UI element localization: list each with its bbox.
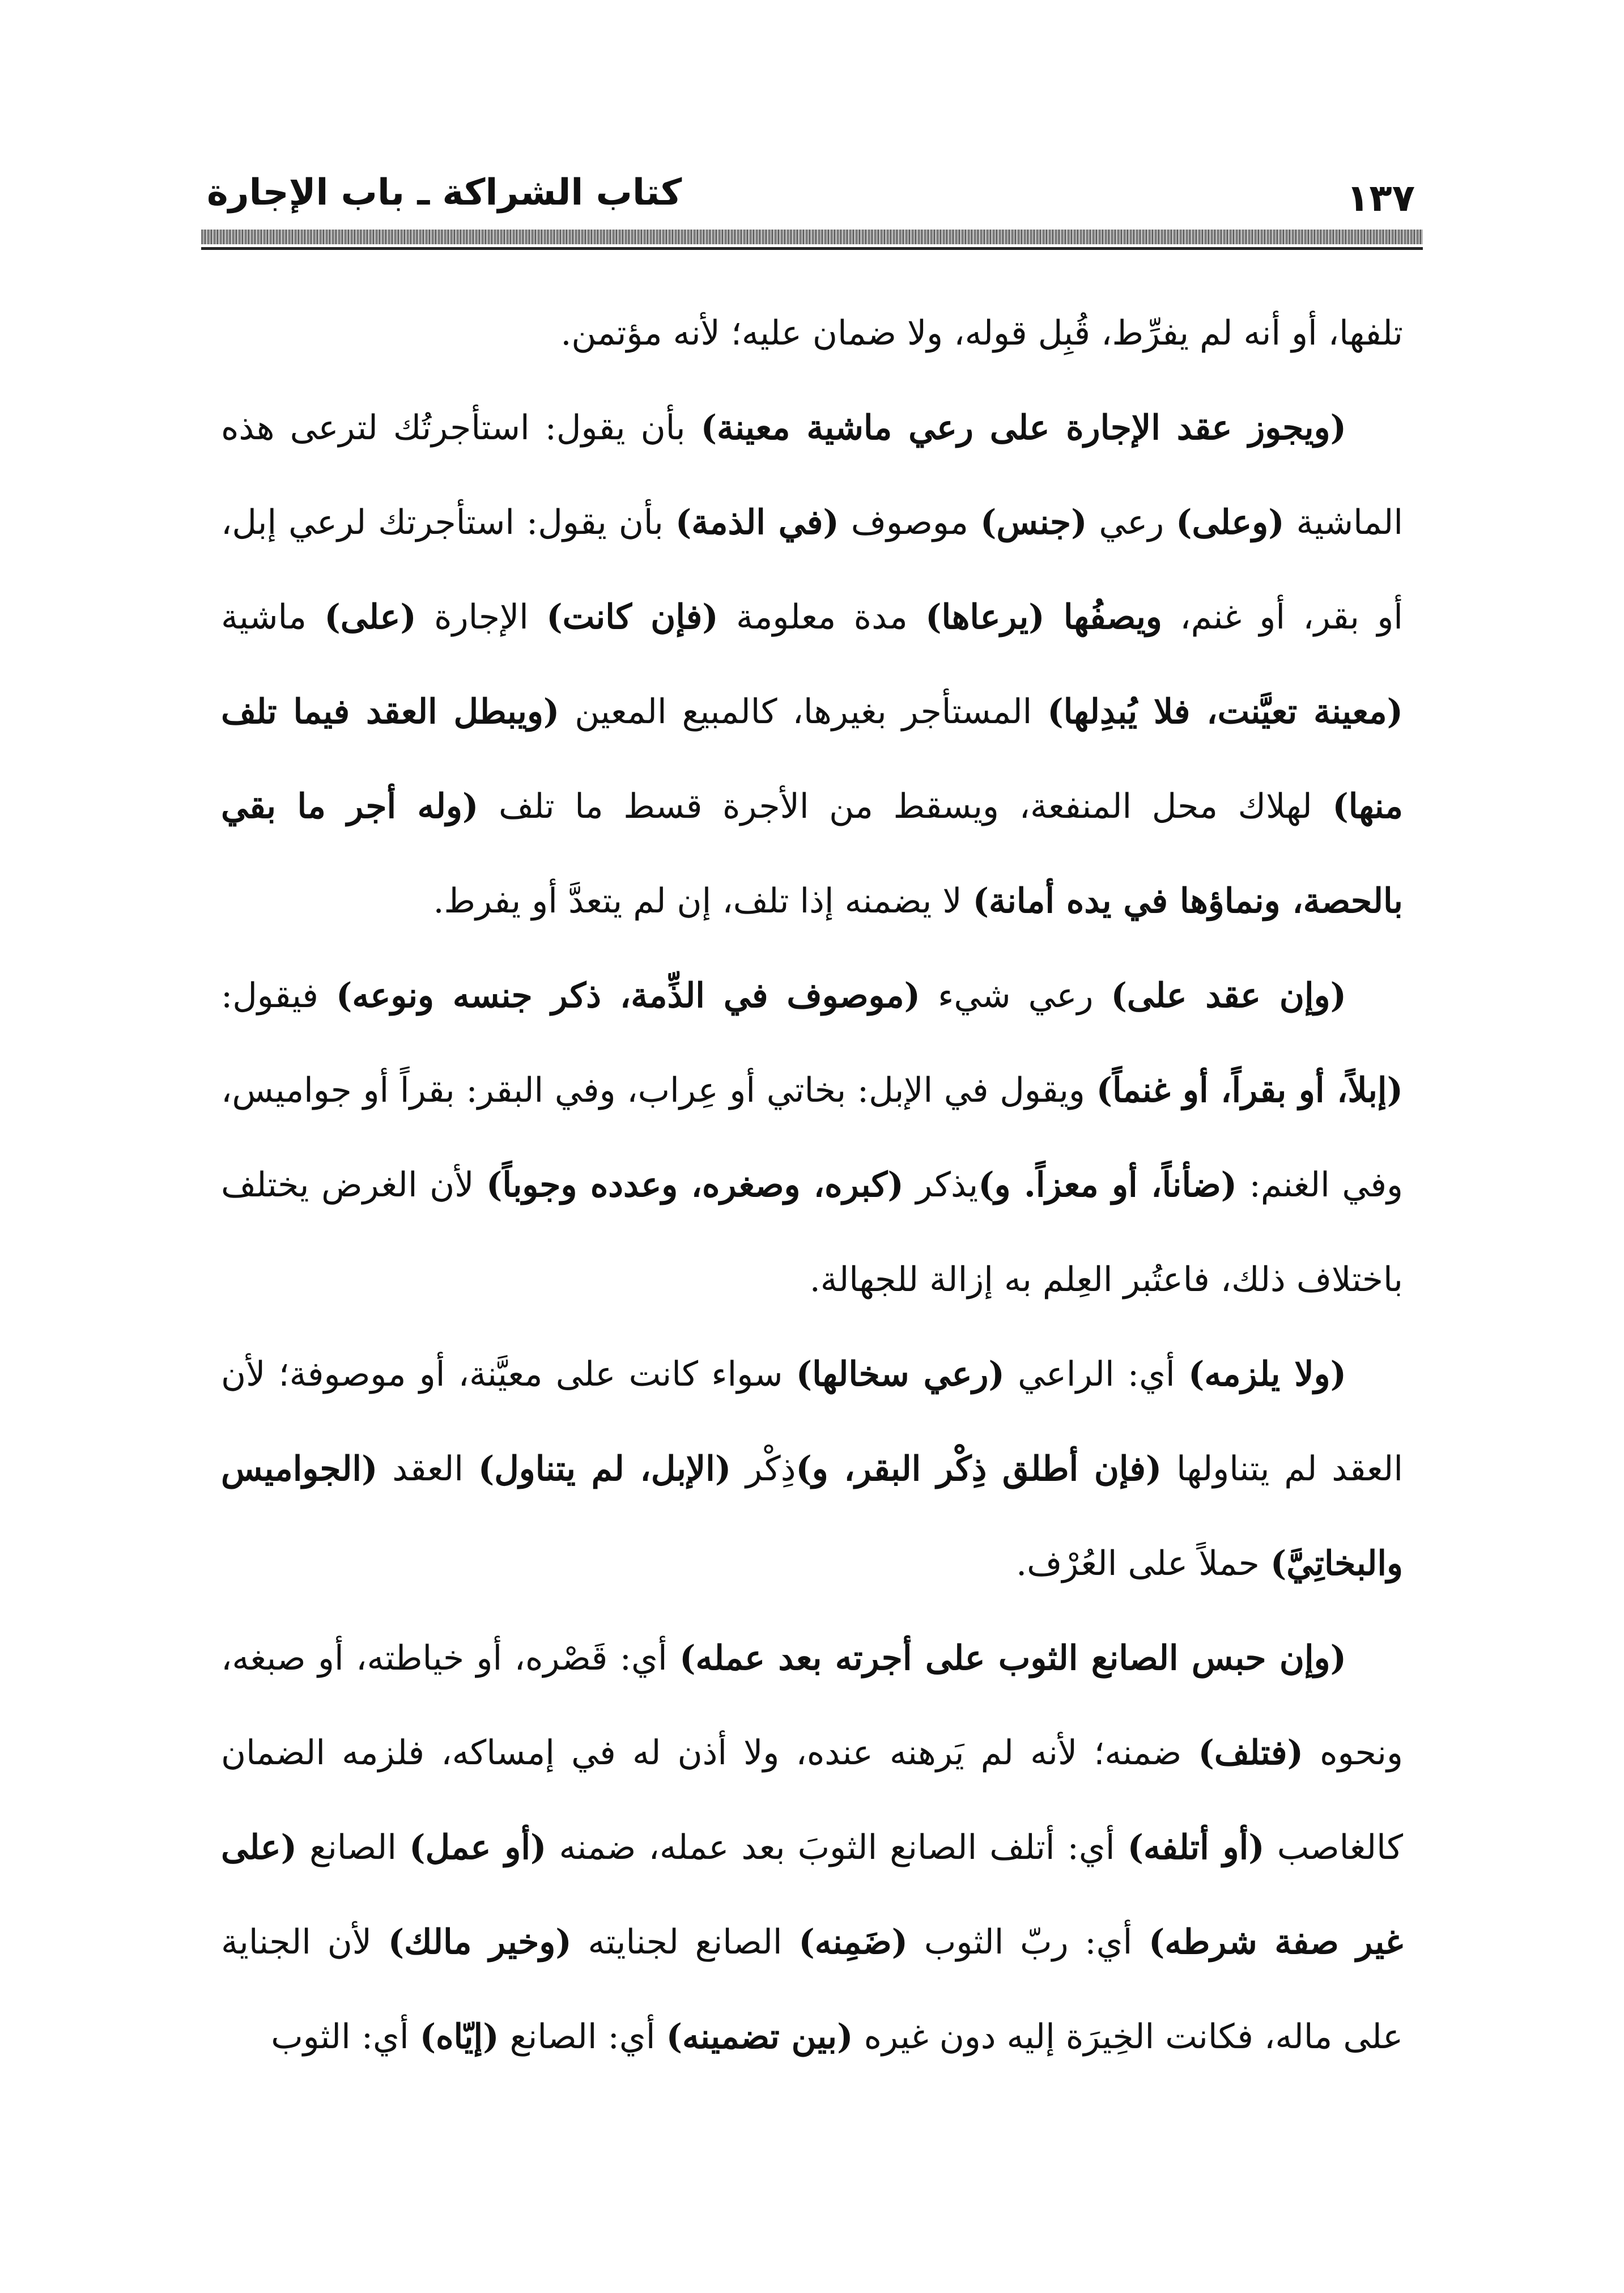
matn-text: (إبلاً، أو بقراً، أو غنماً) bbox=[1096, 1071, 1403, 1110]
sharh-text: ماشية bbox=[221, 597, 325, 637]
sharh-text: بأن يقول: استأجرتك لرعي إبل، أو بقر، أو غنم، bbox=[221, 503, 1403, 637]
matn-text: (ويبطل العقد فيما تلف منها) bbox=[221, 692, 1403, 826]
matn-text: (إيّاه) bbox=[419, 2017, 499, 2057]
sharh-text: الصانع bbox=[297, 1828, 410, 1867]
matn-text: (موصوف في الذِّمة، ذكر جنسه ونوعه) bbox=[335, 976, 921, 1016]
matn-text: (ويجوز عقد الإجارة على رعي ماشية معينة) bbox=[700, 408, 1346, 448]
paragraph bbox=[221, 381, 1403, 949]
matn-text: (أو أتلفه) bbox=[1127, 1828, 1265, 1867]
matn-text: (ضأناً، أو معزاً. و) bbox=[978, 1165, 1238, 1205]
sharh-text: المستأجر بغيرها، كالمبيع المعين bbox=[559, 692, 1048, 732]
matn-text: (الجواميس والبخاتِيَّ) bbox=[221, 1449, 1403, 1583]
sharh-text: ضمنه؛ لأنه لم يَرهنه عنده، ولا أذن له في إمساكه، فلزمه الضمان كالغاصب bbox=[221, 1733, 1404, 1867]
matn-text: (وعلى) bbox=[1176, 503, 1285, 542]
sharh-text: بأن يقول: استأجرتُك لترعى هذه الماشية bbox=[221, 408, 1404, 542]
sharh-text: أي: الصانع bbox=[499, 2017, 666, 2057]
matn-text: (ضَمِنه) bbox=[798, 1922, 908, 1962]
sharh-text: أي: الثوب bbox=[271, 2017, 420, 2057]
paragraph bbox=[221, 1611, 1403, 2084]
matn-text: (في الذمة) bbox=[675, 503, 839, 542]
matn-text: (وإن حبس الصانع الثوب على أجرته بعد عمله) bbox=[679, 1638, 1346, 1678]
sharh-text: الإجارة bbox=[416, 597, 547, 637]
sharh-text: يذكر bbox=[903, 1165, 979, 1205]
matn-text: (فإن أطلق ذِكْر البقر، و) bbox=[796, 1449, 1162, 1489]
sharh-text: رعي شيء bbox=[920, 976, 1111, 1016]
sharh-text: سواء كانت على معيَّنة، أو موصوفة؛ لأن العقد لم يتناولها bbox=[221, 1354, 1404, 1489]
sharh-text: لهلاك محل المنفعة، ويسقط من الأجرة قسط ما تلف bbox=[478, 787, 1333, 826]
sharh-text: فيقول: bbox=[221, 976, 336, 1016]
sharh-text: أي: ربّ الثوب bbox=[908, 1922, 1149, 1962]
matn-text: (الإبل، لم يتناول) bbox=[478, 1449, 732, 1489]
sharh-text: تلفها، أو أنه لم يفرِّط، قُبِل قوله، ولا ضمان عليه؛ لأنه مؤتمن. bbox=[560, 313, 1403, 353]
sharh-text: حملاً على العُرْف. bbox=[1016, 1544, 1270, 1583]
matn-text: (وله أجر ما بقي بالحصة، ونماؤها في يده أمانة) bbox=[221, 787, 1403, 921]
sharh-text: مدة معلومة bbox=[718, 597, 926, 637]
sharh-text: أي: أتلف الصانع الثوبَ بعد عمله، ضمنه bbox=[546, 1828, 1128, 1867]
sharh-text: لأن الجناية على ماله، فكانت الخِيرَة إليه دون غيره bbox=[221, 1922, 1403, 2057]
paragraph bbox=[221, 949, 1403, 1327]
matn-text: (على غير صفة شرطه) bbox=[221, 1828, 1403, 1962]
header-rule bbox=[201, 230, 1423, 244]
sharh-text: ويقول في الإبل: بخاتي أو عِراب، وفي البقر: بقراً أو جواميس، وفي الغنم: bbox=[221, 1071, 1404, 1205]
matn-text: (ولا يلزمه) bbox=[1188, 1354, 1346, 1394]
matn-text: (وخير مالك) bbox=[388, 1922, 572, 1962]
sharh-text: الصانع لجنايته bbox=[571, 1922, 799, 1962]
chapter-title: كتاب الشراكة ـ باب الإجارة bbox=[207, 172, 682, 214]
paragraph bbox=[221, 1327, 1403, 1611]
matn-text: (أو عمل) bbox=[409, 1828, 547, 1867]
paragraph bbox=[221, 286, 1403, 381]
sharh-text: لأن الغرض يختلف باختلاف ذلك، فاعتُبر العِلم به إزالة للجهالة. bbox=[221, 1165, 1403, 1300]
matn-text: (وإن عقد على) bbox=[1111, 976, 1346, 1016]
matn-text: (رعي سخالها) bbox=[796, 1354, 1005, 1394]
matn-text: (فتلف) bbox=[1198, 1733, 1303, 1773]
matn-text: (على) bbox=[324, 597, 416, 637]
matn-text: (جنس) bbox=[980, 503, 1087, 542]
sharh-text: رعي bbox=[1087, 503, 1176, 542]
body-text bbox=[221, 286, 1403, 2084]
matn-text: (فإن كانت) bbox=[546, 597, 719, 637]
running-header bbox=[201, 162, 1423, 224]
matn-text: (بين تضمينه) bbox=[666, 2017, 853, 2057]
sharh-text: ذِكْر bbox=[731, 1449, 796, 1489]
sharh-text: أي: الراعي bbox=[1004, 1354, 1188, 1394]
sharh-text: العقد bbox=[377, 1449, 478, 1489]
matn-text: (معينة تعيَّنت، فلا يُبدِلها) bbox=[1047, 692, 1403, 732]
sharh-text: أي: قَصْره، أو خياطته، أو صبغه، ونحوه bbox=[221, 1638, 1403, 1773]
sharh-text: موصوف bbox=[839, 503, 980, 542]
page-number: ١٣٧ bbox=[1346, 176, 1415, 220]
matn-text: ويصفُها (يرعاها) bbox=[925, 597, 1162, 637]
sharh-text: لا يضمنه إذا تلف، إن لم يتعدَّ أو يفرط. bbox=[433, 881, 973, 921]
matn-text: (كبره، وصغره، وعدده وجوباً) bbox=[486, 1165, 904, 1205]
